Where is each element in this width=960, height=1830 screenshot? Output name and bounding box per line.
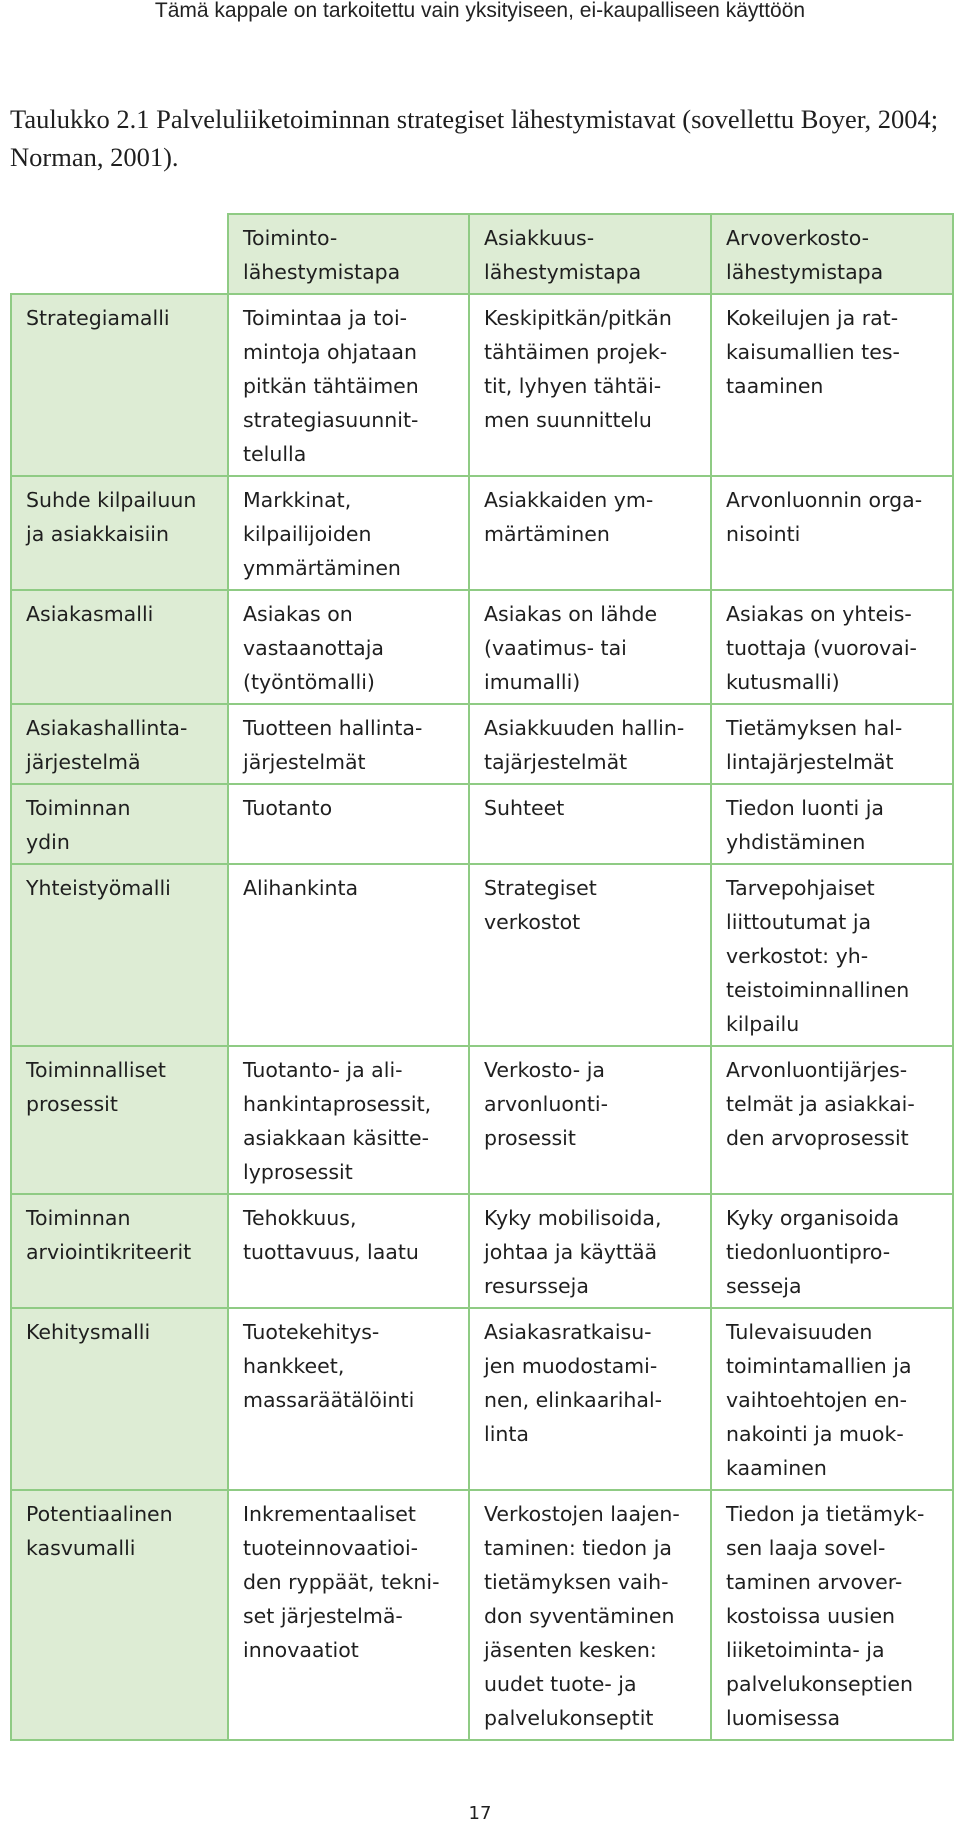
table-cell: Toimintaa ja toi- mintoja ohjataan pitkän tähtäimen strategiasuunnit- telulla (228, 294, 469, 476)
table-row (11, 294, 953, 476)
table-cell: Arvonluontijärjes- telmät ja asiakkai- den arvoprosessit (711, 1046, 953, 1194)
table-row (11, 476, 953, 590)
table-cell: Suhteet (469, 784, 711, 864)
table-cell: Verkostojen laajen- taminen: tiedon ja tietämyksen vaih- don syventäminen jäsenten kesken: uudet tuote- ja palvelukonseptit (469, 1490, 711, 1740)
table-cell: Tiedon luonti ja yhdistäminen (711, 784, 953, 864)
table-cell: Keskipitkän/pitkän tähtäimen projek- tit, lyhyen tähtäi- men suunnittelu (469, 294, 711, 476)
table-cell: Tiedon ja tietämyk- sen laaja sovel- taminen arvover- kostoissa uusien liiketoiminta- ja palvelukonseptien luomisessa (711, 1490, 953, 1740)
column-header-asiakkuus: Asiakkuus- lähestymistapa (469, 214, 711, 294)
table-row (11, 590, 953, 704)
table-cell: Inkrementaaliset tuoteinnovaatioi- den ryppäät, tekni- set järjestelmä- innovaatiot (228, 1490, 469, 1740)
row-label: Asiakasmalli (11, 590, 228, 704)
column-header-arvoverkosto: Arvoverkosto- lähestymistapa (711, 214, 953, 294)
table-cell: Tietämyksen hal- lintajärjestelmät (711, 704, 953, 784)
table-cell: Kokeilujen ja rat- kaisumallien tes- taaminen (711, 294, 953, 476)
row-label: Toiminnalliset prosessit (11, 1046, 228, 1194)
row-label: Toiminnan arviointikriteerit (11, 1194, 228, 1308)
table-cell: Asiakasratkaisu- jen muodostami- nen, elinkaarihal- linta (469, 1308, 711, 1490)
row-label: Yhteistyömalli (11, 864, 228, 1046)
row-label: Asiakashallinta- järjestelmä (11, 704, 228, 784)
table-caption: Taulukko 2.1 Palveluliiketoiminnan strategiset lähestymistavat (sovellettu Boyer, 2004; Norman, 2001). (10, 104, 939, 172)
table-cell: Verkosto- ja arvonluonti- prosessit (469, 1046, 711, 1194)
table-cell: Tuotekehitys- hankkeet, massaräätälöinti (228, 1308, 469, 1490)
table-cell: Markkinat, kilpailijoiden ymmärtäminen (228, 476, 469, 590)
table-corner-cell (11, 214, 228, 294)
page-number: 17 (468, 1803, 492, 1824)
table-cell: Tehokkuus, tuottavuus, laatu (228, 1194, 469, 1308)
table-cell: Kyky organisoida tiedonluontipro- sesseja (711, 1194, 953, 1308)
table-header-row (11, 214, 953, 294)
table-cell: Kyky mobilisoida, johtaa ja käyttää resursseja (469, 1194, 711, 1308)
row-label: Toiminnan ydin (11, 784, 228, 864)
table-row (11, 864, 953, 1046)
table-row (11, 784, 953, 864)
column-header-toiminto: Toiminto- lähestymistapa (228, 214, 469, 294)
table-cell: Arvonluonnin orga- nisointi (711, 476, 953, 590)
table-cell: Asiakas on lähde (vaatimus- tai imumalli) (469, 590, 711, 704)
row-label: Kehitysmalli (11, 1308, 228, 1490)
table-cell: Asiakas on vastaanottaja (työntömalli) (228, 590, 469, 704)
row-label: Suhde kilpailuun ja asiakkaisiin (11, 476, 228, 590)
page-header-note: Tämä kappale on tarkoitettu vain yksityiseen, ei-kaupalliseen käyttöön (154, 0, 806, 22)
row-label: Strategiamalli (11, 294, 228, 476)
table-cell: Tuotanto- ja ali- hankintaprosessit, asiakkaan käsitte- lyprosessit (228, 1046, 469, 1194)
table-cell: Tuotteen hallinta- järjestelmät (228, 704, 469, 784)
table-row (11, 1308, 953, 1490)
table-row (11, 704, 953, 784)
table-cell: Tarvepohjaiset liittoutumat ja verkostot: yh- teistoiminnallinen kilpailu (711, 864, 953, 1046)
table-row (11, 1046, 953, 1194)
table-cell: Tulevaisuuden toimintamallien ja vaihtoehtojen en- nakointi ja muok- kaaminen (711, 1308, 953, 1490)
row-label: Potentiaalinen kasvumalli (11, 1490, 228, 1740)
table-cell: Asiakas on yhteis- tuottaja (vuorovai- kutusmalli) (711, 590, 953, 704)
table-cell: Tuotanto (228, 784, 469, 864)
table-cell: Asiakkuuden hallin- tajärjestelmät (469, 704, 711, 784)
strategy-table (10, 213, 954, 1741)
table-row (11, 1490, 953, 1740)
table-row (11, 1194, 953, 1308)
table-cell: Asiakkaiden ym- märtäminen (469, 476, 711, 590)
table-cell: Alihankinta (228, 864, 469, 1046)
table-cell: Strategiset verkostot (469, 864, 711, 1046)
